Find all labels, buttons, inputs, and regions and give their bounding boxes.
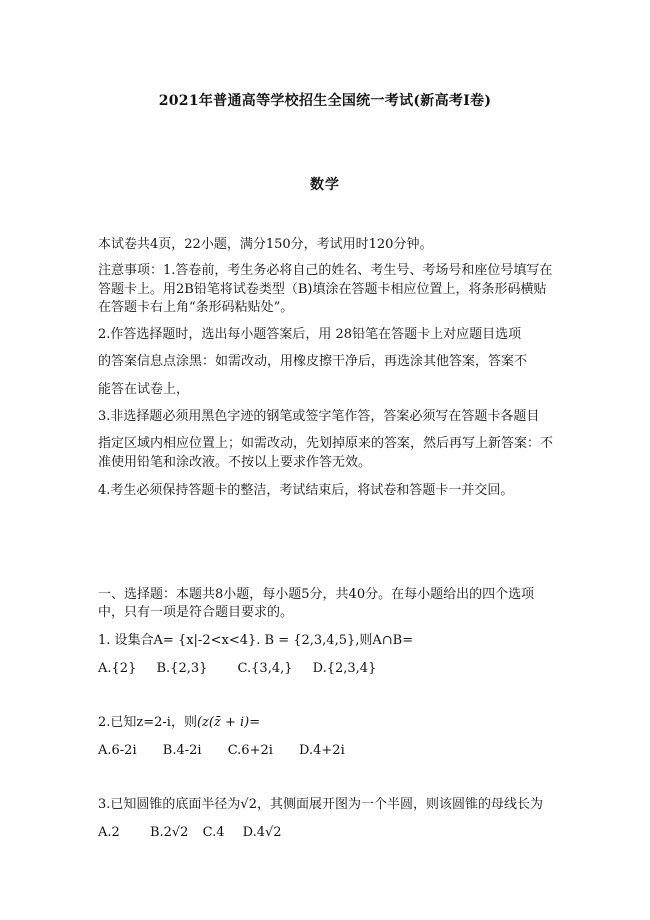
option-a: A.2 bbox=[98, 825, 120, 840]
option-d: D.{2,3,4} bbox=[312, 661, 377, 676]
question-3-sqrt: √2 bbox=[240, 797, 257, 812]
option-c: C.4 bbox=[202, 825, 225, 840]
option-b: B.4-2i bbox=[162, 743, 202, 758]
option-c: C.6+2i bbox=[227, 743, 273, 758]
question-3-stem-prefix: 3.已知圆锥的底面半径为 bbox=[98, 797, 241, 812]
question-2-stem-text: 2.已知z=2-i，则 bbox=[98, 715, 197, 730]
option-d: D.4+2i bbox=[299, 743, 345, 758]
note-3-line-2: 指定区域内相应位置上；如需改动，先划掉原来的答案，然后再写上新答案：不 bbox=[98, 436, 554, 451]
intro-text: 本试卷共4页，22小题，满分150分，考试用时120分钟。 bbox=[98, 237, 433, 252]
question-1-stem: 1. 设集合A= {x|-2<x<4}. B = {2,3,4,5},则A∩B= bbox=[98, 633, 414, 648]
note-3-line-1: 3.非选择题必须用黑色字迹的钢笔或签字笔作答，答案必须写在答题卡各题目 bbox=[98, 409, 540, 424]
note-2-line-2: 的答案信息点涂黑：如需改动，用橡皮擦干净后，再选涂其他答案，答案不 bbox=[98, 354, 528, 369]
subject-title: 数学 bbox=[310, 177, 340, 193]
option-d: D.4√2 bbox=[242, 825, 282, 840]
question-3-options bbox=[98, 824, 558, 842]
question-3-stem-suffix: ，其侧面展开图为一个半圆，则该圆锥的母线长为 bbox=[256, 797, 543, 812]
note-1-line-2: 答题卡上。用2B铅笔将试卷类型（B)填涂在答题卡相应位置上，将条形码横贴 bbox=[98, 282, 547, 297]
section-1-heading-line-2: 中，只有一项是符合题目要求的。 bbox=[98, 605, 294, 620]
option-b: B.{2,3} bbox=[156, 661, 208, 676]
note-1-line-3: 在答题卡右上角“条形码粘贴处”。 bbox=[98, 300, 294, 315]
note-2-line-3: 能答在试卷上， bbox=[98, 382, 190, 397]
option-a: A.6-2i bbox=[98, 743, 137, 758]
note-4: 4.考生必须保持答题卡的整洁，考试结束后，将试卷和答题卡一并交回。 bbox=[98, 483, 514, 498]
question-2-stem bbox=[98, 714, 558, 732]
question-1-options bbox=[98, 660, 558, 678]
question-2-options bbox=[98, 742, 558, 760]
note-1-line-1: 注意事项：1.答卷前，考生务必将自己的姓名、考生号、考场号和座位号填写在 bbox=[98, 263, 553, 278]
exam-title: 2021年普通高等学校招生全国统一考试(新高考Ⅰ卷) bbox=[158, 93, 492, 109]
question-2-math: (z(z̄ + i)= bbox=[196, 715, 261, 730]
note-3-line-3: 准使用铅笔和涂改液。不按以上要求作答无效。 bbox=[98, 455, 372, 470]
note-2-line-1: 2.作答选择题时，选出每小题答案后，用 28铅笔在答题卡上对应题目选项 bbox=[98, 327, 522, 342]
option-c: C.{3,4,} bbox=[237, 661, 293, 676]
option-b: B.2√2 bbox=[149, 825, 189, 840]
question-3-stem bbox=[98, 796, 558, 814]
option-a: A.{2} bbox=[98, 661, 137, 676]
section-1-heading-line-1: 一、选择题：本题共8小题，每小题5分，共40分。在每小题给出的四个选项 bbox=[98, 587, 535, 602]
